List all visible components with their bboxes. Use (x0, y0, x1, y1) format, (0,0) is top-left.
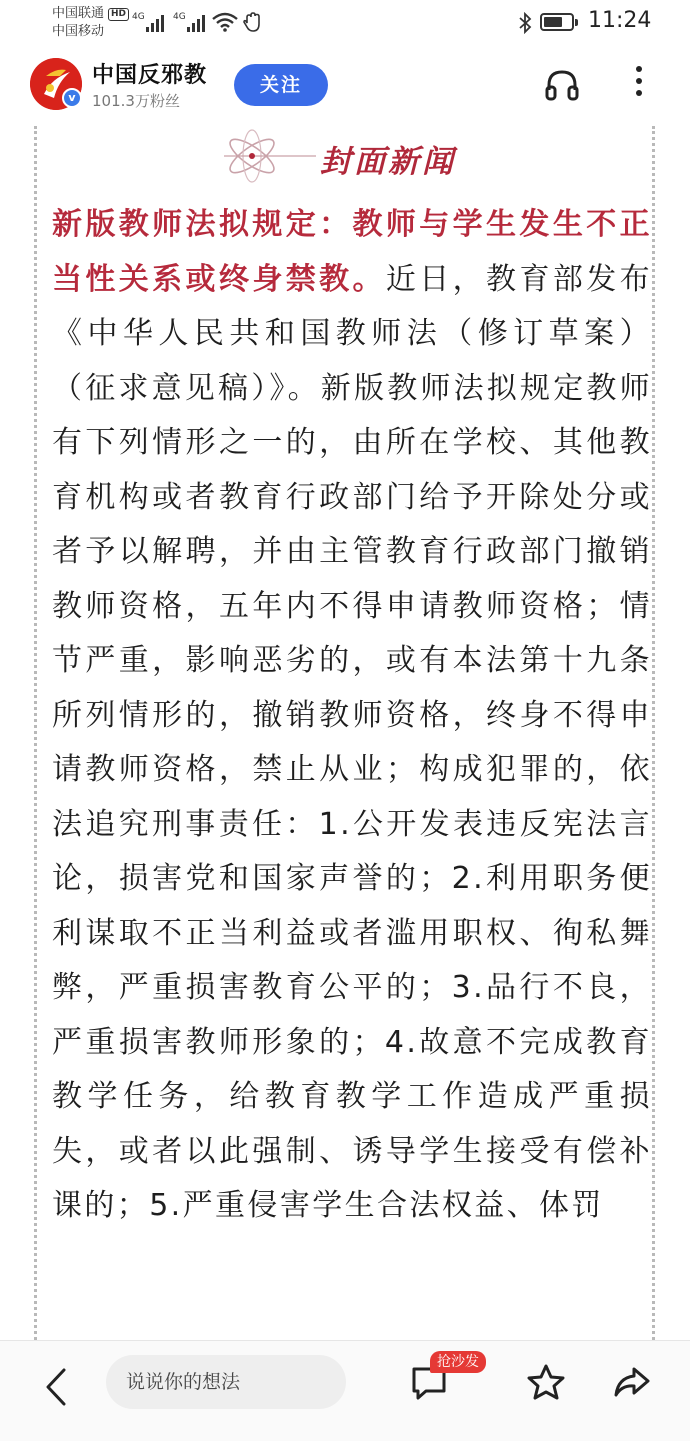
star-icon[interactable] (526, 1363, 566, 1401)
battery-icon (540, 13, 574, 31)
clock: 11:24 (588, 8, 652, 33)
article-body (52, 198, 652, 1234)
dotted-frame-right (652, 126, 655, 1340)
follower-count: 101.3万粉丝 (92, 92, 180, 110)
source-logo-text: 封面新闻 (320, 144, 456, 180)
hand-icon (242, 11, 264, 33)
signal-type-1: 4G (132, 12, 145, 22)
follow-button[interactable]: 关注 (234, 64, 328, 106)
sofa-badge: 抢沙发 (430, 1351, 486, 1373)
signal-bars-1-icon (146, 12, 164, 32)
verified-badge-icon: v (62, 88, 82, 108)
carrier-info (52, 5, 129, 41)
comment-input[interactable]: 说说你的想法 (106, 1355, 346, 1409)
article-headline: 新版教师法拟规定：教师与学生发生不正当性关系或终身禁教。 (52, 207, 652, 297)
source-logo-atom-icon (220, 126, 320, 190)
bluetooth-icon (518, 12, 532, 34)
dotted-frame-left (34, 126, 37, 1340)
account-header (0, 46, 690, 126)
back-icon[interactable] (44, 1367, 68, 1407)
bottom-action-bar (0, 1340, 690, 1441)
hd-badge: HD (108, 8, 129, 21)
source-logo (220, 126, 480, 190)
article-text: 近日，教育部发布《中华人民共和国教师法（修订草案）（征求意见稿）》。新版教师法拟规定教师有下列情形之一的，由所在学校、其他教育机构或者教育行政部门给予开除处分或者予以解聘，并由主管教育行政部门撤销教师资格，五年内不得申请教师资格；情节严重，影响恶劣的，或有本法第十九条所列情形的，撤销教师资格，终身不得申请教师资格，禁止从业；构成犯罪的，依法追究刑事责任：1.公开发表违反宪法言论，损害党和国家声誉的；2.利用职务便利谋取不正当利益或者滥用职权、徇私舞弊，严重损害教育公平的；3.品行不良，严重损害教师形象的；4.故意不完成教育教学任务，给教育教学工作造成严重损失，或者以此强制、诱导学生接受有偿补课的；5.严重侵害学生合法权益、体罚 (52, 261, 653, 1223)
signal-type-2: 4G (173, 12, 186, 22)
carrier-2: 中国移动 (52, 24, 105, 39)
account-name[interactable]: 中国反邪教 (92, 63, 208, 88)
headphone-icon[interactable] (544, 68, 580, 102)
wifi-icon (212, 12, 238, 32)
signal-bars-2-icon (187, 12, 205, 32)
article-content[interactable] (0, 126, 690, 1340)
carrier-1: 中国联通 (52, 6, 105, 21)
share-icon[interactable] (612, 1365, 652, 1399)
more-icon[interactable] (634, 66, 644, 102)
status-bar (0, 0, 690, 46)
